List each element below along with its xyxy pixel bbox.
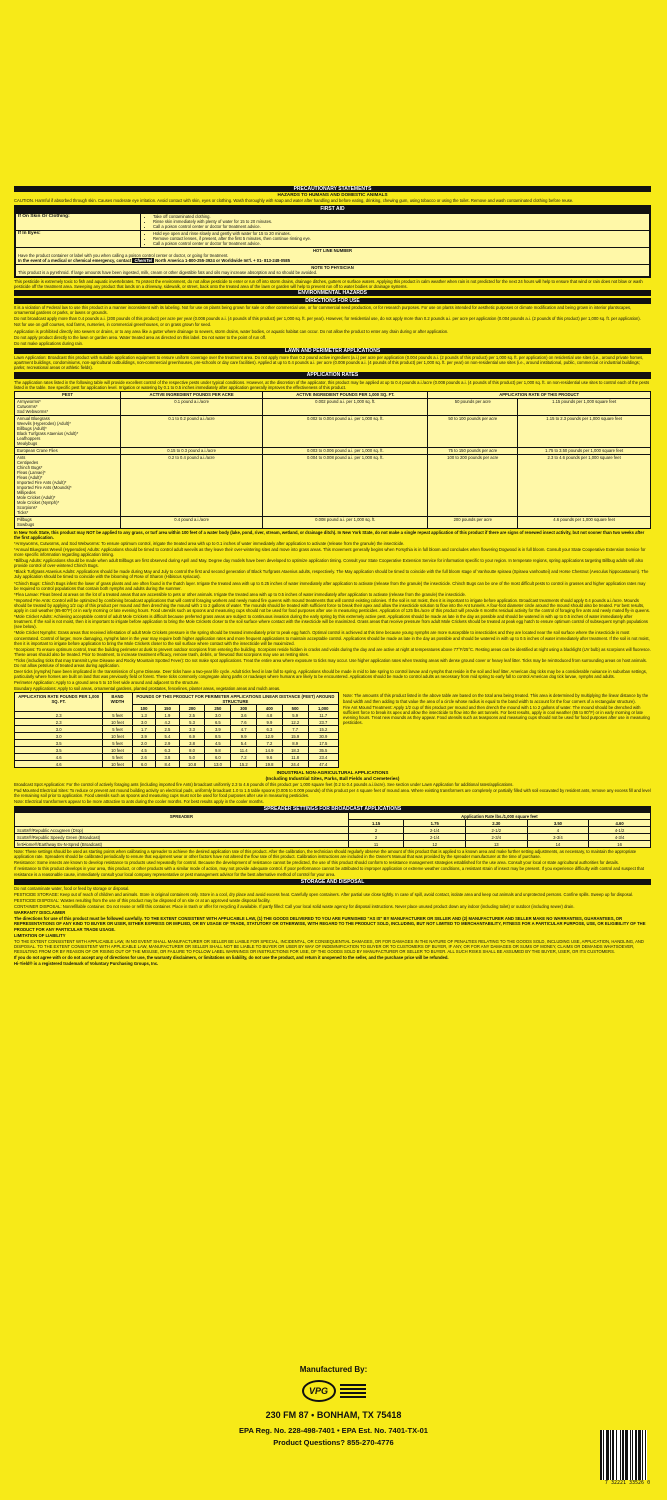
rates-title: APPLICATION RATES [14, 372, 651, 378]
distance-header: 1,000 [308, 705, 338, 712]
value-cell: 6.9 [179, 733, 205, 740]
setting-cell: 2 [348, 834, 404, 841]
value-cell: 4.5 [205, 740, 231, 747]
paragraph: Not for use on golf courses, sod farms, nurseries, in commercial greenhouses, or on grass grown for seed. [14, 322, 212, 328]
spreader-table: SPREADER Application Rate lbs./1,000 square feet 1.15 1.75 2.30 3.50 4.60 Scotts®/Republic Accugreen (Drop) 2 2-1/4 2-1/2 4 4-1/2 Scotts®/Republic Speedy Green (Broadcast) 2 2-1/4 2-3/4 3-3/4 4-3/4 ferti•lome®/Earthway Ev-N-Spred (Broadcast) 11 12 13 14 16 [14, 812, 651, 848]
rate-cell: 0.004 to 0.008 pound a.i. per 1,000 sq. ft. [263, 454, 428, 516]
industrial-subtitle: (Including Industrial Sites, Parks, Ball Fields and Cemeteries) [265, 775, 400, 781]
rate-header: 1.15 [348, 820, 404, 827]
value-cell: 3.8 [179, 740, 205, 747]
value-cell: 15.9 [282, 733, 308, 740]
industrial-body [14, 782, 651, 804]
setting-cell: 14 [527, 841, 589, 848]
value-cell: 8.5 [205, 733, 231, 740]
value-cell: 8.9 [282, 740, 308, 747]
spreader-name: Scotts®/Republic Speedy Green (Broadcast) [15, 834, 349, 841]
manufacturer-block [0, 1365, 667, 1447]
rate-header: 4.60 [589, 820, 651, 827]
value-cell: 5.4 [156, 733, 180, 740]
value-cell: 3.9 [132, 733, 156, 740]
directions-body [14, 305, 651, 346]
value-cell: 30.9 [308, 733, 338, 740]
table-row [15, 740, 339, 747]
eyes-label: If In Eyes: [16, 230, 141, 247]
list-item: • Call a poison control center or doctor for treatment advice. [153, 241, 647, 246]
hazards-subtitle: HAZARDS TO HUMANS AND DOMESTIC ANIMALS [277, 192, 388, 198]
value-cell: 6.0 [205, 754, 231, 761]
list-item: • Remove contact lenses, if present, after the first 5 minutes, then continue rinsing eye. [153, 236, 647, 241]
fire-ant-mound-text: Fire Ant Mound Treatment: Apply 1/2 cup of this product per mound and then drench the mound with 1 to 2 gallons of water. The mound should be drenched with sufficient force to break its apex and allow the insecticide to flow into the ant tunnels. For best results, apply in cool weather (65 to 80°F) or in early morning or late evening hours. Treat new mounds as they appear. Food utensils such as teaspoons and measuring cups should not be used for food purposes after use in measuring pesticides. [343, 704, 650, 725]
vpg-logo-mark: VPG [302, 1380, 336, 1402]
storage-body [14, 886, 651, 909]
value-cell: 1.3 [132, 712, 156, 719]
setting-cell: 2-1/4 [404, 834, 466, 841]
value-cell: 15.2 [231, 761, 257, 768]
paragraph: Do not make applications during rain. [14, 340, 84, 346]
rate-cell: 3.5 [15, 740, 103, 747]
lawn-text: Lawn Application: Broadcast this product with suitable application equipment to ensure uniform coverage over the treatment area. Do not apply more than 0.2 pound active ingredient (a.i.) per acre per application (0.004 pounds a.i. (2 pounds of this product) per 1,000 sq. ft. per application) on residential use sites (i.e., around private homes, apartment buildings, condominiums, non-agricultural outbuildings, non-commercial greenhouses, pre-schools or day care facilities). Applied at up to 0.4 pounds a.i. per acre (0.008 pounds a.i. (4 pounds of this product) per 1,000 sq. ft. per year) on non-residential use sites (i.e., around institutional, public, commercial or industrial buildings; parks; recreational areas or athletic fields). [14, 355, 644, 371]
table-row [15, 841, 651, 848]
value-cell: 5.0 [179, 754, 205, 761]
paragraph: Note: Electrical transformers appear to be more attractive to ants during the cooler months. For best results apply in the cooler months. [14, 798, 264, 804]
value-cell: 1.7 [132, 726, 156, 733]
rate-cell: 2.3 to 4.6 pounds per 1,000 square feet [518, 454, 651, 516]
paragraph: *Billbug Adults: Applications should be made when adult Billbugs are first observed during April and May. Degree day models have been developed to optimize application timing. Consult your State Cooperative Extension Service for information specific to your region. In temperate regions, spring applications targeting Billbug adults will also provide control of over-wintered Chinch Bugs. [14, 558, 644, 569]
address: 230 FM 87 • BONHAM, TX 75418 [265, 1410, 402, 1420]
table-row [15, 719, 339, 726]
resistance-text-2: If resistance to this product develops in your area, this product, or other products with a similar mode of action, may not provide adequate control. If poor performance cannot be attributed to improper application or extreme weather conditions, a resistant strain of insect may be present. If you experience difficulty with control and suspect that resistance is a reasonable cause, immediately consult your local company representative or pest management advisor for the best alternative method of control for your area. [14, 866, 645, 877]
perimeter-section [14, 692, 651, 768]
final-statement: If you do not agree with or do not accept any of directions for use, the warranty disclaimers, or limitations on liability, do not use the product, and return it unopened to the seller, and the purchase price will be refunded. [14, 955, 449, 960]
paragraph: Deer ticks (nymphs) have been implicated in the transmission of Lyme Disease. Deer ticks have a two-year life cycle. Adult ticks feed in late fall to spring. Applications should be made in mid to late spring to control larvae and nymphs that reside in the soil and leaf litter. American dog ticks may be a considerable nuisance in suburban settings, particularly where homes are built on land that was previously field or forest. These ticks commonly congregate along paths or roadways where humans are likely to be encountered. Applications should be made to control adults as necessary from mid spring to early fall to control American dog tick larvae, nymphs and adults. [14, 669, 647, 680]
first-aid-title: FIRST AID [15, 206, 650, 212]
distance-header: 200 [179, 705, 205, 712]
rate-cell: 0.1 to 0.2 pound a.i./acre [120, 415, 262, 447]
rate-cell: 200 pounds per acre [428, 516, 518, 528]
value-cell: 7.2 [231, 754, 257, 761]
rate-cell: 2.3 [15, 719, 103, 726]
table-header: ACTIVE INGREDIENT POUNDS PER 1,000 SQ. FT. [263, 391, 428, 398]
value-cell: 2.6 [132, 754, 156, 761]
physician-title: NOTE TO PHYSICIAN [311, 265, 354, 271]
paragraph: *Flea Larvae: Fleas breed at areas on the lot of a treated areas that are accessible to pets or other animals. Irrigate the treated area with up to 0.5 inches of water immediately after application to activate (release from the granule) the insecticide. [14, 591, 467, 597]
environmental-intro: This pesticide is extremely toxic to fish and aquatic invertebrates. To protect the environment, do not allow pesticide to enter or run off into storm drains, drainage ditches, gutters or surface waters. Applying this product in calm weather when rain is not predicted for the next 24 hours will help to ensure that wind or rain does not blow or wash pesticide off the treatment area. Sweeping any product that lands on a driveway, sidewalk, or street, back onto the treated area of the lawn or garden will help to prevent run off to water bodies or drainage systems. [14, 278, 643, 289]
table-row [15, 761, 339, 768]
table-row [15, 516, 651, 528]
paragraph: *Ticks (including ticks that may transmit Lyme Disease and Rocky Mountain Spotted Fever): Do not make spot applications. Treat the entire area where exposure to ticks may occur. Use higher application rates when treating areas with dense ground cover or heavy leaf litter. Ticks may be reintroduced from surrounding areas on host animals. Do not allow pets/use of treated areas during application. [14, 657, 648, 668]
value-cell: 3.6 [231, 712, 257, 719]
rates-intro: The application rates listed in the following table will provide excellent control of the respective pests under typical conditions. However, at the discretion of the applicator, this product may be applied at up to 0.4 pounds a.i./acre (0.008 pounds a.i. (4 pounds of this product) per 1,000 sq. ft. on non-residential use sites to control each of the pests listed in the table. See specific pest for application level. Irrigation or watering by 0.1 to 0.5 inches immediately after application generally improves the effectiveness of this product. [14, 379, 650, 390]
table-row [15, 733, 339, 740]
rate-cell: 0.15 to 0.3 pound a.i./acre [120, 447, 262, 454]
table-row [15, 447, 651, 454]
value-cell: 19.8 [257, 761, 283, 768]
value-cell: 10.8 [179, 761, 205, 768]
distance-header: 250 [205, 705, 231, 712]
value-cell: 4.7 [231, 726, 257, 733]
rate-header: 2.30 [466, 820, 528, 827]
rate-cell: 0.008 pound a.i. per 1,000 sq. ft. [263, 516, 428, 528]
pest-cell: Armyworms* Cutworms* Sod Webworms* [15, 398, 121, 415]
value-cell: 6.5 [205, 719, 231, 726]
table-row [15, 454, 651, 516]
paragraph: *Imported Fire Ants: Control will be optimized by combining broadcast applications that will control foraging workers and newly mated fire queens with mound treatments that will control existing colonies. If the soil is not moist, then it is important to irrigate before application. Broadcast treatments should apply 0.4 pounds a.i./acre. Mounds should be treated by applying 1/2 cup of this product per mound and then drenching the mound with 1 to 2 gallons of water. The mounds should be treated with sufficient force to break their apex and allow the insecticide solution to flow into the Ant tunnels. A four-foot diameter circle around the mound should also be treated. For best results, apply in cool weather (65-80°F) or in early morning or late evening hours. Food utensils such as spoons and measuring cups should not be used for food purposes after use in measuring pesticides. Application of 125 lbs./acre of this product will provide 6 months residual activity for the control of foraging fire ants and newly mated fly-in queens. [14, 597, 650, 614]
setting-cell: 16 [589, 841, 651, 848]
storage-title: STORAGE AND DISPOSAL [14, 879, 651, 885]
value-cell: 1.9 [156, 712, 180, 719]
table-row [15, 415, 651, 447]
value-cell: 18.3 [282, 747, 308, 754]
rate-cell: 100 to 200 pounds per acre [428, 454, 518, 516]
directions-title: DIRECTIONS FOR USE [14, 298, 651, 304]
paragraph: Pad Mounted Electrical Sites: To reduce or prevent ant mound building activity on electrical pads, uniformly broadcast 1.0 to 1.5 table spoons (0.005 to 0.009 pounds) of this product per 4 square feet of mound area. Where existing transformers are completely or partially filled with soil excavated by resident ants, remove any excess fill and level the remaining soil prior to application. Food utensils such as spoons and measuring cups must not be used for food purposes after use in measuring pesticides. [14, 787, 651, 798]
value-cell: 9.9 [231, 733, 257, 740]
paragraph: CONTAINER DISPOSAL: Nonrefillable container. Do not reuse or refill this container. Place in trash or offer for recycling if available. If partly filled: Call your local solid waste agency for disposal instructions. Never place unused product down any indoor (including toilet) or outdoor (including sewer) drain. [14, 904, 575, 910]
paragraph: *Annual Bluegrass Weevil (Hyperodes) Adults: Applications should be timed to control adult weevils as they leave their over-wintering sites and move into grass areas. This movement generally begins when Forsythia is in full bloom and concludes when flowering Dogwood is in full bloom. Consult your State Cooperative Extension Service for more specific information regarding application timing. [14, 547, 646, 558]
barcode-digits: 7 32221 33526 0 [604, 1480, 651, 1486]
value-cell: 2.5 [156, 726, 180, 733]
table-row [15, 834, 651, 841]
band-cell: 10 feet [103, 719, 132, 726]
warranty-text: The directions for use of this product must be followed carefully. TO THE EXTENT CONSISTENT WITH APPLICABLE LAW, (1) THE GOODS DELIVERED TO YOU ARE FURNISHED "AS IS" BY MANUFACTURER OR SELLER AND (2) MANUFACTURER AND SELLER MAKE NO WARRANTIES, GUARANTEES, OR REPRESENTATIONS OF ANY KIND TO BUYER OR USER, EITHER EXPRESS OR IMPLIED, OR BY USAGE OF TRADE, STATUTORY OR OTHERWISE, WITH REGARD TO THE PRODUCT SOLD, INCLUDING, BUT NOT LIMITED TO MERCHANTABILITY, FITNESS FOR A PARTICULAR PURPOSE, USE, OR ELIGIBILITY OF THE PRODUCT FOR ANY PARTICULAR TRADE USAGE. [14, 916, 646, 932]
value-cell: 4.2 [156, 719, 180, 726]
precautionary-title: PRECAUTIONARY STATEMENTS [14, 186, 651, 192]
distance-header: 400 [257, 705, 283, 712]
value-cell: 11.8 [282, 754, 308, 761]
pest-cell: European Crane Flies [15, 447, 121, 454]
epa-numbers: EPA Reg. No. 228-498-7401 • EPA Est. No. 7401-TX-01 [239, 1426, 428, 1435]
perimeter-note: Note: The amounts of this product listed in the above table are based on the total area being treated. This area is determined by multiplying the linear distance by the band width and then adding to that value the area of a circle whose radius is equal to the band width to account for the four corners of a rectangular structure). [343, 693, 649, 704]
setting-cell: 12 [404, 841, 466, 848]
value-cell: 6.3 [257, 726, 283, 733]
distance-header: 300 [231, 705, 257, 712]
vpg-logo [0, 1380, 667, 1402]
value-cell: 4.5 [132, 747, 156, 754]
value-cell: 5.3 [179, 719, 205, 726]
rate-cell: 0.002 pound a.i. per 1,000 sq. ft. [263, 398, 428, 415]
rate-cell: 0.003 to 0.006 pound a.i. per 1,000 sq. ft. [263, 447, 428, 454]
paragraph: Application is prohibited directly into sewers or drains, or to any area like a gutter where drainage to sewers, storm drains, water bodies, or aquatic habitat can occur. Do not allow the product to enter any drain during or after application. [14, 328, 449, 334]
value-cell: 9.9 [257, 719, 283, 726]
table-row [15, 754, 339, 761]
value-cell: 3.0 [132, 719, 156, 726]
eyes-instructions [143, 231, 647, 246]
rate-cell: 0.1 pound a.i./acre [120, 398, 262, 415]
list-item: • Rinse skin immediately with plenty of water for 15 to 20 minutes. [153, 219, 647, 224]
setting-cell: 2-1/2 [466, 827, 528, 834]
value-cell: 7.2 [257, 740, 283, 747]
paragraph: PESTICIDE STORAGE: Keep out of reach of children and animals. Store in original containers only. Store in a cool, dry place and avoid excess heat. Carefully open containers. After partial use close tightly. In case of spill, avoid contact, isolate area and keep out animals and unprotected persons. Confine spills. Sweep up for disposal. [14, 891, 634, 897]
value-cell: 11.4 [231, 747, 257, 754]
perimeter-text: Perimeter Application: Apply to a ground area 5 to 10 feet wide around and adjacent to the structure. [14, 680, 200, 686]
rate-cell: 50 to 100 pounds per acre [428, 415, 518, 447]
value-cell: 9.8 [205, 747, 231, 754]
upc-barcode [600, 1430, 655, 1492]
paragraph: Broadcast Spot Application: For the control of actively foraging ants (including imported fire Ants) broadcast uniformly 2.3 to 4.6 pounds of this product per 1,000 square feet (0.2 to 0.4 pounds a.i./acre). See section under Lawn Application for additional rates/applications. [14, 781, 514, 787]
pest-footnotes [14, 541, 651, 679]
pest-cell: Pillbugs Sowbugs [15, 516, 121, 528]
value-cell: 8.4 [156, 761, 180, 768]
value-cell: 35.5 [308, 747, 338, 754]
value-cell: 9.6 [257, 754, 283, 761]
skin-label: If On Skin Or Clothing: [16, 213, 141, 230]
label-panel [14, 186, 651, 967]
paragraph: *Chinch Bugs: Chinch Bugs infest the lower of grass plants and are often found in the thatch layer. Irrigate the treated area with up to 0.25 inches of water immediately after application to activate (release from the granule) the insecticide. Chinch Bugs can be one of the most difficult pests to control in grasses and higher application rates may be required to control populations that contain both nymphs and adults during the summer. [14, 580, 646, 591]
spreader-name: ferti•lome®/Earthway Ev-N-Spred (Broadcast) [15, 841, 349, 848]
band-cell: 10 feet [103, 761, 132, 768]
liability-title: LIMITATION OF LIABILITY [14, 932, 66, 938]
paragraph: *Black Turfgrass Ataenius Adults: Applications should be made during May and July to control the first and second generation of Black Turfgrass Ataenius adults, respectively. The May application should be timed to coincide with the full bloom stage of Vanhoutte spiraea (Spiraea vanhouttei) and Horse Chestnut (Aesculus hippocastanum). The July application should be timed to coincide with the blooming of Rose of Sharon (Hibiscus syriacus). [14, 569, 649, 580]
band-cell: 5 feet [103, 740, 132, 747]
paragraph: *Mole Cricket Adults: Achieving acceptable control of adult Mole Crickets is difficult because preferred grass areas are subject to continuous invasion during the early spring by this extremely active pest. Applications should be made as late in the day as possible and should be watered in with up to 0.5 inches of water immediately after treatment. If the soil is not moist, then it is important to irrigate before application to bring the Mole Crickets closer to the soil surface where contact with the insecticide will be maximized. Grass areas that receive pressure from adult Mole Crickets should be treated at peak egg hatch to ensure optimum control of subsequent nymph populations (see below). [14, 614, 649, 630]
rate-cell: 0.2 to 0.4 pound a.i./acre [120, 454, 262, 516]
setting-cell: 4-1/2 [589, 827, 651, 834]
distance-header: 500 [282, 705, 308, 712]
setting-cell: 4 [527, 827, 589, 834]
distance-header: 150 [156, 705, 180, 712]
spreader-note: Note: These settings should be used as starting points when calibrating a spreader to achieve the desired application rate of this product. After the calibration, the technician should regularly observe the amount of this product that is applied to a known area and make further setting adjustments, as necessary, to maintain the appropriate application rate. Spreaders should be calibrated periodically to ensure that equipment wear or other factors have not altered the flow rate of this product. Calibration instructions are included in the Owner's Manual that was provided by the spreader manufacturer at the time of purchase. [14, 849, 637, 860]
rate-cell: 3.5 [15, 747, 103, 754]
band-cell: 10 feet [103, 747, 132, 754]
paragraph: *Armyworms, Cutworms, and Sod Webworms: To ensure optimum control, irrigate the treated area with up to 0.1 inches of water immediately after application to activate (release from the granule) the insecticide. [14, 540, 405, 546]
product-questions: Product Questions? 855-270-4776 [273, 1438, 394, 1447]
first-aid-box [14, 205, 651, 277]
value-cell: 2.5 [179, 712, 205, 719]
paragraph: It is a violation of Federal law to use this product in a manner inconsistent with its labeling. Not for use on plants being grown for sale or other commercial use, or for commercial seed production, or for research purposes. For use on plants intended for aesthetic purposes or climate modification and being grown in interior plantscapes, ornamental gardens or parks, or lawns or grounds. [14, 305, 632, 316]
rate-cell: 1.15 to 2.3 pounds per 1,000 square feet [518, 415, 651, 447]
warranty-title: WARRANTY DISCLAIMER [14, 910, 66, 916]
first-aid-table [15, 213, 650, 277]
rates-table [14, 391, 651, 529]
value-cell: 5.4 [231, 740, 257, 747]
paragraph: Do not broadcast apply more than 0.4 pounds a.i. (200 pounds of this product) per acre per year (0.008 pounds a.i. (4 pounds of this product) per 1,000 sq. ft. per year). However, for residential use, do not apply more than 0.2 pounds a.i. per acre per application (0.004 pounds a.i. (2 pounds of this product) per 1,000 sq. ft. per application). [14, 316, 641, 322]
environmental-title: ENVIRONMENTAL HAZARDS [14, 290, 651, 296]
value-cell: 15.2 [308, 726, 338, 733]
value-cell: 11.7 [308, 712, 338, 719]
emergency-line: In the event of a medical or chemical emergency, contact ChemTel North America 1-800-255-3924 or Worldwide Int'l. + 01- 813-248-0585 [18, 258, 291, 264]
table-header: ACTIVE INGREDIENT POUNDS PER ACRE [120, 391, 262, 398]
value-cell: 5.9 [282, 712, 308, 719]
skin-instructions [143, 214, 647, 229]
paragraph: PESTICIDE DISPOSAL: Wastes resulting from the use of this product may be disposed of on site or at an approved waste disposal facility. [14, 898, 271, 904]
spreader-title: SPREADER SETTINGS FOR BROADCAST APPLICATIONS [14, 806, 651, 812]
rate-cell: 4.6 [15, 754, 103, 761]
pest-cell: Annual Bluegrass Weevils (Hyperodes) (Adult)* Billbugs (Adult)* Black Turfgrass Ataenius (Adult)* Leafhoppers Mealybugs [15, 415, 121, 447]
band-cell: 5 feet [103, 726, 132, 733]
rate-cell: 0.002 to 0.004 pound a.i. per 1,000 sq. ft. [263, 415, 428, 447]
distance-header: 100 [132, 705, 156, 712]
value-cell: 23.4 [308, 754, 338, 761]
value-cell: 6.0 [132, 761, 156, 768]
setting-cell: 4-3/4 [589, 834, 651, 841]
value-cell: 13.0 [205, 761, 231, 768]
setting-cell: 13 [466, 841, 528, 848]
boundary-text: Boundary Applications: Apply to soil areas, ornamental gardens, planted prostates, fencelines, planter areas, vegetation areas and mulch areas. [14, 686, 281, 692]
ny-note: In New York State, this product may NOT be applied to any grass, or turf area within 100 feet of a water body (lake, pond, river, stream, wetland, or drainage ditch). In New York State, do not make a single repeat application of this product if there are signs of renewed insect activity, but not sooner than two weeks after the first application. [14, 529, 645, 540]
value-cell: 7.7 [282, 726, 308, 733]
rate-cell: 50 pounds per acre [428, 398, 518, 415]
setting-cell: 11 [348, 841, 404, 848]
value-cell: 14.9 [257, 747, 283, 754]
rate-cell: 3.0 [15, 733, 103, 740]
value-cell: 3.3 [179, 726, 205, 733]
value-cell: 2.9 [156, 740, 180, 747]
paragraph: *Scorpions: To ensure optimum control, treat the building perimeter at dusk to prevent outdoor scorpions from entering the building. Scorpions reside hidden in cracks and voids during the day and are active at night at temperatures above 77°F/25°C. Resting areas can be identified at night using a blacklight (UV bulb) as scorpions will fluoresce. These areas should also be treated. Prior to treatment, to increase treatment efficacy, remove trash, debris, or firewood that scorpions may use as resting sites. [14, 646, 651, 657]
hotline-title: HOT LINE NUMBER [312, 248, 353, 254]
lawn-title: LAWN AND PERIMETER APPLICATIONS [14, 348, 651, 354]
rate-cell: 0.4 pound a.i./acre [120, 516, 262, 528]
paragraph: Do not contaminate water, food or feed by storage or disposal. [14, 885, 130, 891]
rate-cell: 2.3 [15, 712, 103, 719]
rate-header: 3.50 [527, 820, 589, 827]
resistance-text: Resistance: Some insects are known to develop resistance to products used repeatedly for control. Because the development of resistance cannot be predicted, the use of this product should conform to resistance management strategies established for the use area. Consult your local or state agricultural authorities for details. [14, 860, 619, 866]
table-row [15, 827, 651, 834]
table-header: PEST [15, 391, 121, 398]
rate-cell: 1.15 pounds per 1,000 square feet [518, 398, 651, 415]
value-cell: 47.4 [308, 761, 338, 768]
setting-cell: 2 [348, 827, 404, 834]
value-cell: 8.0 [179, 747, 205, 754]
value-cell: 4.8 [257, 712, 283, 719]
band-cell: 5 feet [103, 712, 132, 719]
list-item: • Call a poison control center or doctor for treatment advice. [153, 224, 647, 229]
value-cell: 12.2 [282, 719, 308, 726]
band-cell: 10 feet [103, 733, 132, 740]
paragraph: *Mole Cricket Nymphs: Grass areas that received infestation of adult Mole Crickets pressure in the spring should be treated immediately prior to peak egg hatch. Optimal control is achieved at this time because young nymphs are more susceptible to insecticides and they are located near the soil surface where the insecticide is most concentrated. Control of larger, more damaging, nymphs later in the year may require both higher application rates and more frequent applications to maintain acceptable control. Applications should be made as late in the day as possible and should be watered in with up to 0.5 inches of water immediately after treatment. If the soil is not moist, then it is important to irrigate before application to bring the Mole Crickets closer to the soil surface where contact with the insecticide will be maximized. [14, 630, 650, 646]
setting-cell: 2-3/4 [466, 834, 528, 841]
value-cell: 3.8 [156, 754, 180, 761]
table-row [15, 712, 339, 719]
rate-cell: 75 to 150 pounds per acre [428, 447, 518, 454]
spreader-name: Scotts®/Republic Accugreen (Drop) [15, 827, 349, 834]
pest-cell: Ants Centipedes Chinch Bugs* Fleas (Larvae)* Fleas (Adult)* Imported Fire Ants (Adult)* Imported Fire Ants (Mounds)* Millipedes Mole Cricket (Adult)* Mole Cricket (Nymph)* Scorpions* Ticks* [15, 454, 121, 516]
list-item: • Take off contaminated clothing. [153, 214, 647, 219]
caution-text: CAUTION. Harmful if absorbed through skin. Causes moderate eye irritation. Avoid contact with skin, eyes or clothing. Wash thoroughly with soap and water after handling and before eating, drinking, chewing gum, using tobacco or using the toilet. Remove and wash contaminated clothing before reuse. [14, 198, 574, 204]
value-cell: 24.4 [282, 761, 308, 768]
liability-text: TO THE EXTENT CONSISTENT WITH APPLICABLE LAW, IN NO EVENT SHALL MANUFACTURER OR SELLER BE LIABLE FOR SPECIAL, INCIDENTAL, OR CONSEQUENTIAL DAMAGES, OR FOR DAMAGES IN THE NATURE OF PENALTIES RELATING TO THE GOODS SOLD, INCLUDING USE, APPLICATION, HANDLING, AND DISPOSAL. TO THE EXTENT CONSISTENT WITH APPLICABLE LAW, MANUFACTURER OR SELLER SHALL NOT BE LIABLE TO BUYER OR USER BY WAY OF INDEMNIFICATION TO BUYER OR TO CUSTOMERS OF BUYER, IF ANY, OR FOR ANY DAMAGES OR SUMS OF MONEY, CLAIMS OR DEMANDS WHATSOEVER, RESULTING FROM OR BY REASON OF OR RISING OUT OF THE MISUSE, OR FAILURE TO FOLLOW LABEL WARNINGS OR INSTRUCTIONS FOR USE, OF THE GOODS SOLD BY MANUFACTURER OR SELLER TO BUYER. ALL SUCH RISKS SHALL BE ASSUMED BY THE BUYER, USER, OR ITS CUSTOMERS. [14, 938, 644, 954]
value-cell: 6.3 [156, 747, 180, 754]
setting-cell: 2-1/4 [404, 827, 466, 834]
list-item: • Hold eye open and rinse slowly and gently with water for 15 to 20 minutes. [153, 231, 647, 236]
value-cell: 3.0 [205, 712, 231, 719]
paragraph: Do not apply product directly to the lawn or garden area. Water treated area as directed on this label. Do not water to the point of run off. [14, 334, 267, 340]
table-row [15, 398, 651, 415]
rate-header: 1.75 [404, 820, 466, 827]
rate-cell: 4.6 [15, 761, 103, 768]
rate-cell: 3.0 [15, 726, 103, 733]
physician-text: This product is a pyrethroid. If large amounts have been ingested, milk, cream or other digestible fats and oils may increase absorption and so should be avoided. [18, 270, 318, 276]
table-row [15, 747, 339, 754]
chemtel-logo: ChemTel [134, 258, 152, 264]
setting-cell: 3-3/4 [527, 834, 589, 841]
value-cell: 2.0 [132, 740, 156, 747]
manufactured-by-label: Manufactured By: [299, 1365, 368, 1374]
value-cell: 23.7 [308, 719, 338, 726]
industrial-title: INDUSTRIAL NON-AGRICULTURAL APPLICATIONS [276, 770, 389, 776]
value-cell: 12.9 [257, 733, 283, 740]
table-row [15, 726, 339, 733]
rate-cell: 4.6 pounds per 1,000 square feet [518, 516, 651, 528]
hotline-text: Have the product container or label with you when calling a poison control center or doctor, or going for treatment. [18, 253, 229, 259]
value-cell: 17.5 [308, 740, 338, 747]
rate-cell: 1.75 to 3.50 pounds per 1,000 square feet [518, 447, 651, 454]
value-cell: 7.6 [231, 719, 257, 726]
perimeter-table: APPLICATION RATE POUNDS PER 1,000 SQ. FT. BAND WIDTH POUNDS OF THIS PRODUCT FOR PERIMETER APPLICATIONS LINEAR DISTANCE (FEET) AROUND STRUCTURE 100 150 200 250 300 400 500 1,000 2.3 5 feet 1.3 1.9 2.5 3.0 3.6 4.8 5.9 11.7 2.3 10 feet 3.0 4.2 5.3 6.5 7.6 9.9 12.2 23.7 3.0 5 feet 1.7 2.5 3.3 3.9 4.7 6.3 7.7 15.2 3.0 10 feet 3.9 5.4 6.9 8.5 9.9 12.9 15.9 30.9 3.5 5 feet 2.0 2.9 3.8 4.5 5.4 7.2 8.9 17.5 3.5 10 feet 4.5 6.3 8.0 9.8 11.4 14.9 18.3 35.5 4.6 5 feet 2.6 3.8 5.0 6.0 7.2 9.6 11.8 23.4 4.6 10 feet 6.0 8.4 10.8 13.0 15.2 19.8 24.4 47.4 [14, 692, 339, 768]
table-header: APPLICATION RATE OF THIS PRODUCT [428, 391, 651, 398]
band-cell: 5 feet [103, 754, 132, 761]
value-cell: 3.9 [205, 726, 231, 733]
trademark-text: Hi-Yield® is a registered trademark of Voluntary Purchasing Groups, Inc. [14, 961, 159, 967]
